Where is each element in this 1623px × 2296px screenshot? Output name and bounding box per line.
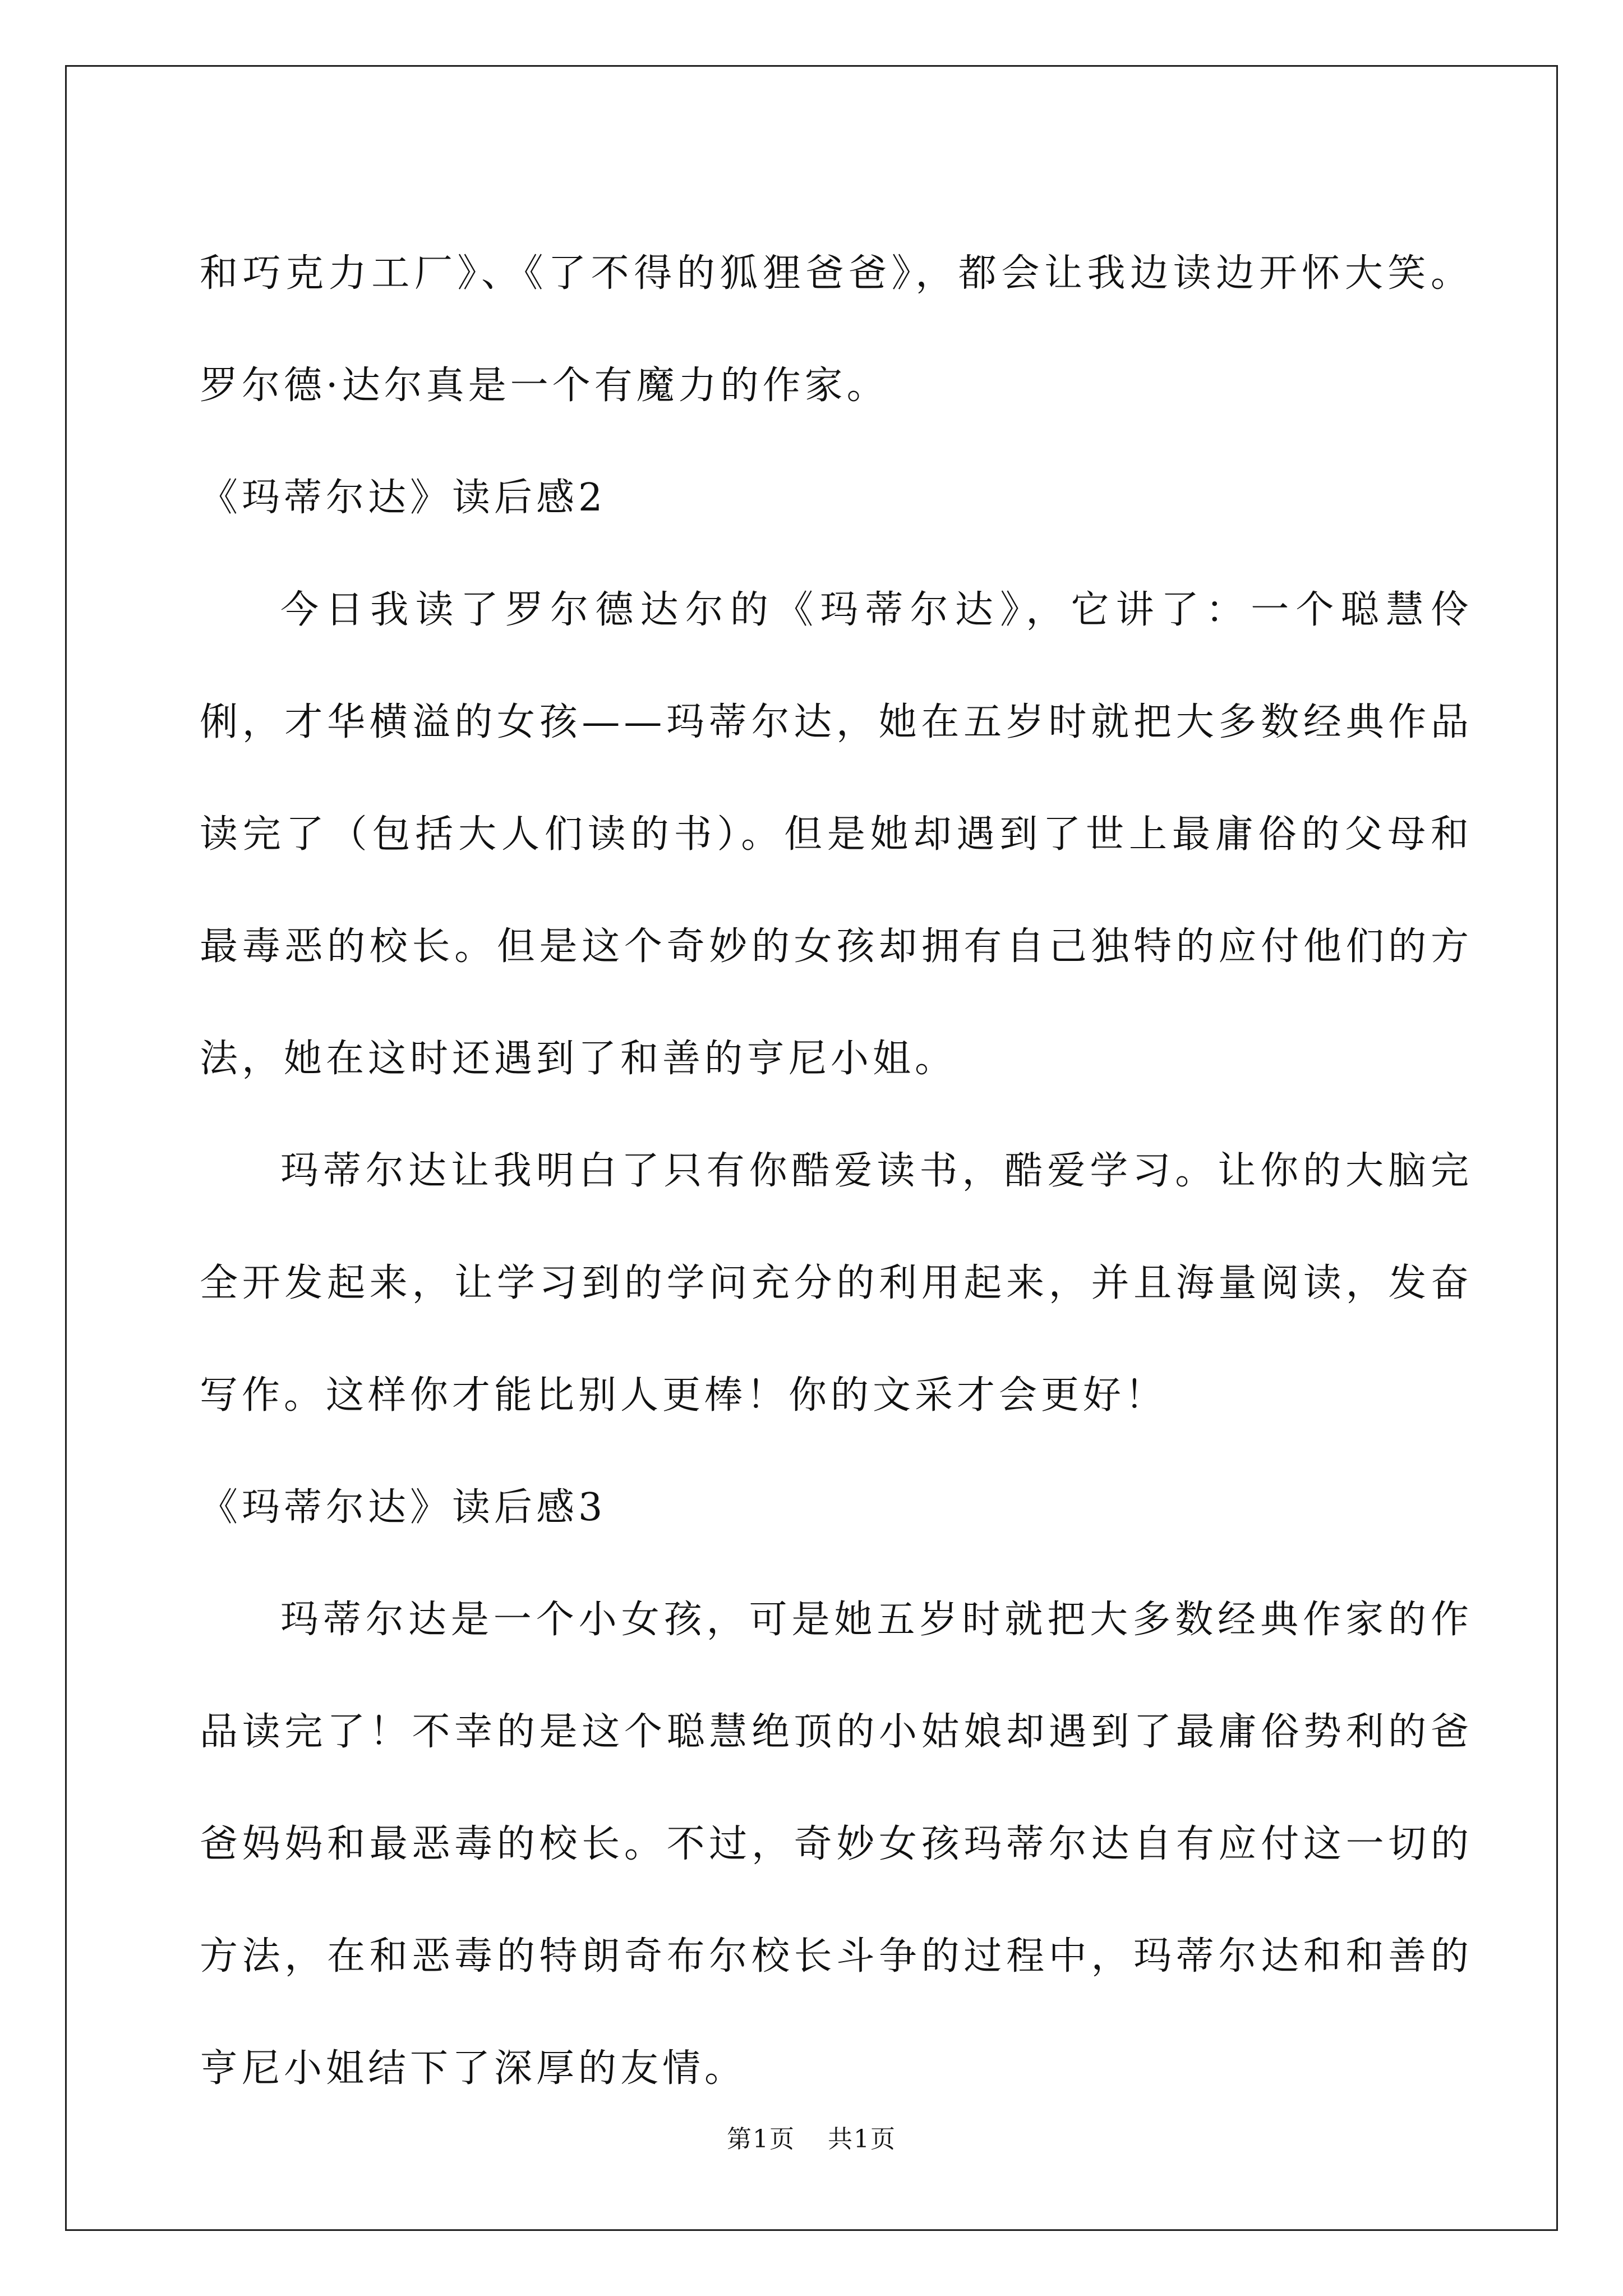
paragraph: 玛蒂尔达让我明白了只有你酷爱读书，酷爱学习。让你的大脑完全开发起来，让学习到的学问充分的利用起来，并且海量阅读，发奋写作。这样你才能比别人更棒！你的文采才会更好！ (200, 1149, 1473, 1418)
document-body (200, 218, 1473, 2125)
paragraph-continuation: 和巧克力工厂》、《了不得的狐狸爸爸》，都会让我边读边开怀大笑。罗尔德·达尔真是一个有魔力的作家。 (200, 251, 1473, 408)
section-heading-3: 《玛蒂尔达》读后感3 (200, 1485, 607, 1530)
paragraph: 今日我读了罗尔德达尔的《玛蒂尔达》，它讲了：一个聪慧伶俐，才华横溢的女孩——玛蒂尔达，她在五岁时就把大多数经典作品读完了（包括大人们读的书）。但是她却遇到了世上最庸俗的父母和最毒恶的校长。但是这个奇妙的女孩却拥有自己独特的应付他们的方法，她在这时还遇到了和善的亨尼小姐。 (200, 588, 1473, 1081)
page-number: 第1页 (727, 2125, 795, 2154)
page-total: 共1页 (828, 2125, 896, 2154)
paragraph: 玛蒂尔达是一个小女孩，可是她五岁时就把大多数经典作家的作品读完了！不幸的是这个聪慧绝顶的小姑娘却遇到了最庸俗势利的爸爸妈妈和最恶毒的校长。不过，奇妙女孩玛蒂尔达自有应付这一切的方法，在和恶毒的特朗奇布尔校长斗争的过程中，玛蒂尔达和和善的亨尼小姐结下了深厚的友情。 (200, 1598, 1473, 2091)
page-footer (0, 2123, 1623, 2156)
section-heading-2: 《玛蒂尔达》读后感2 (200, 476, 607, 520)
